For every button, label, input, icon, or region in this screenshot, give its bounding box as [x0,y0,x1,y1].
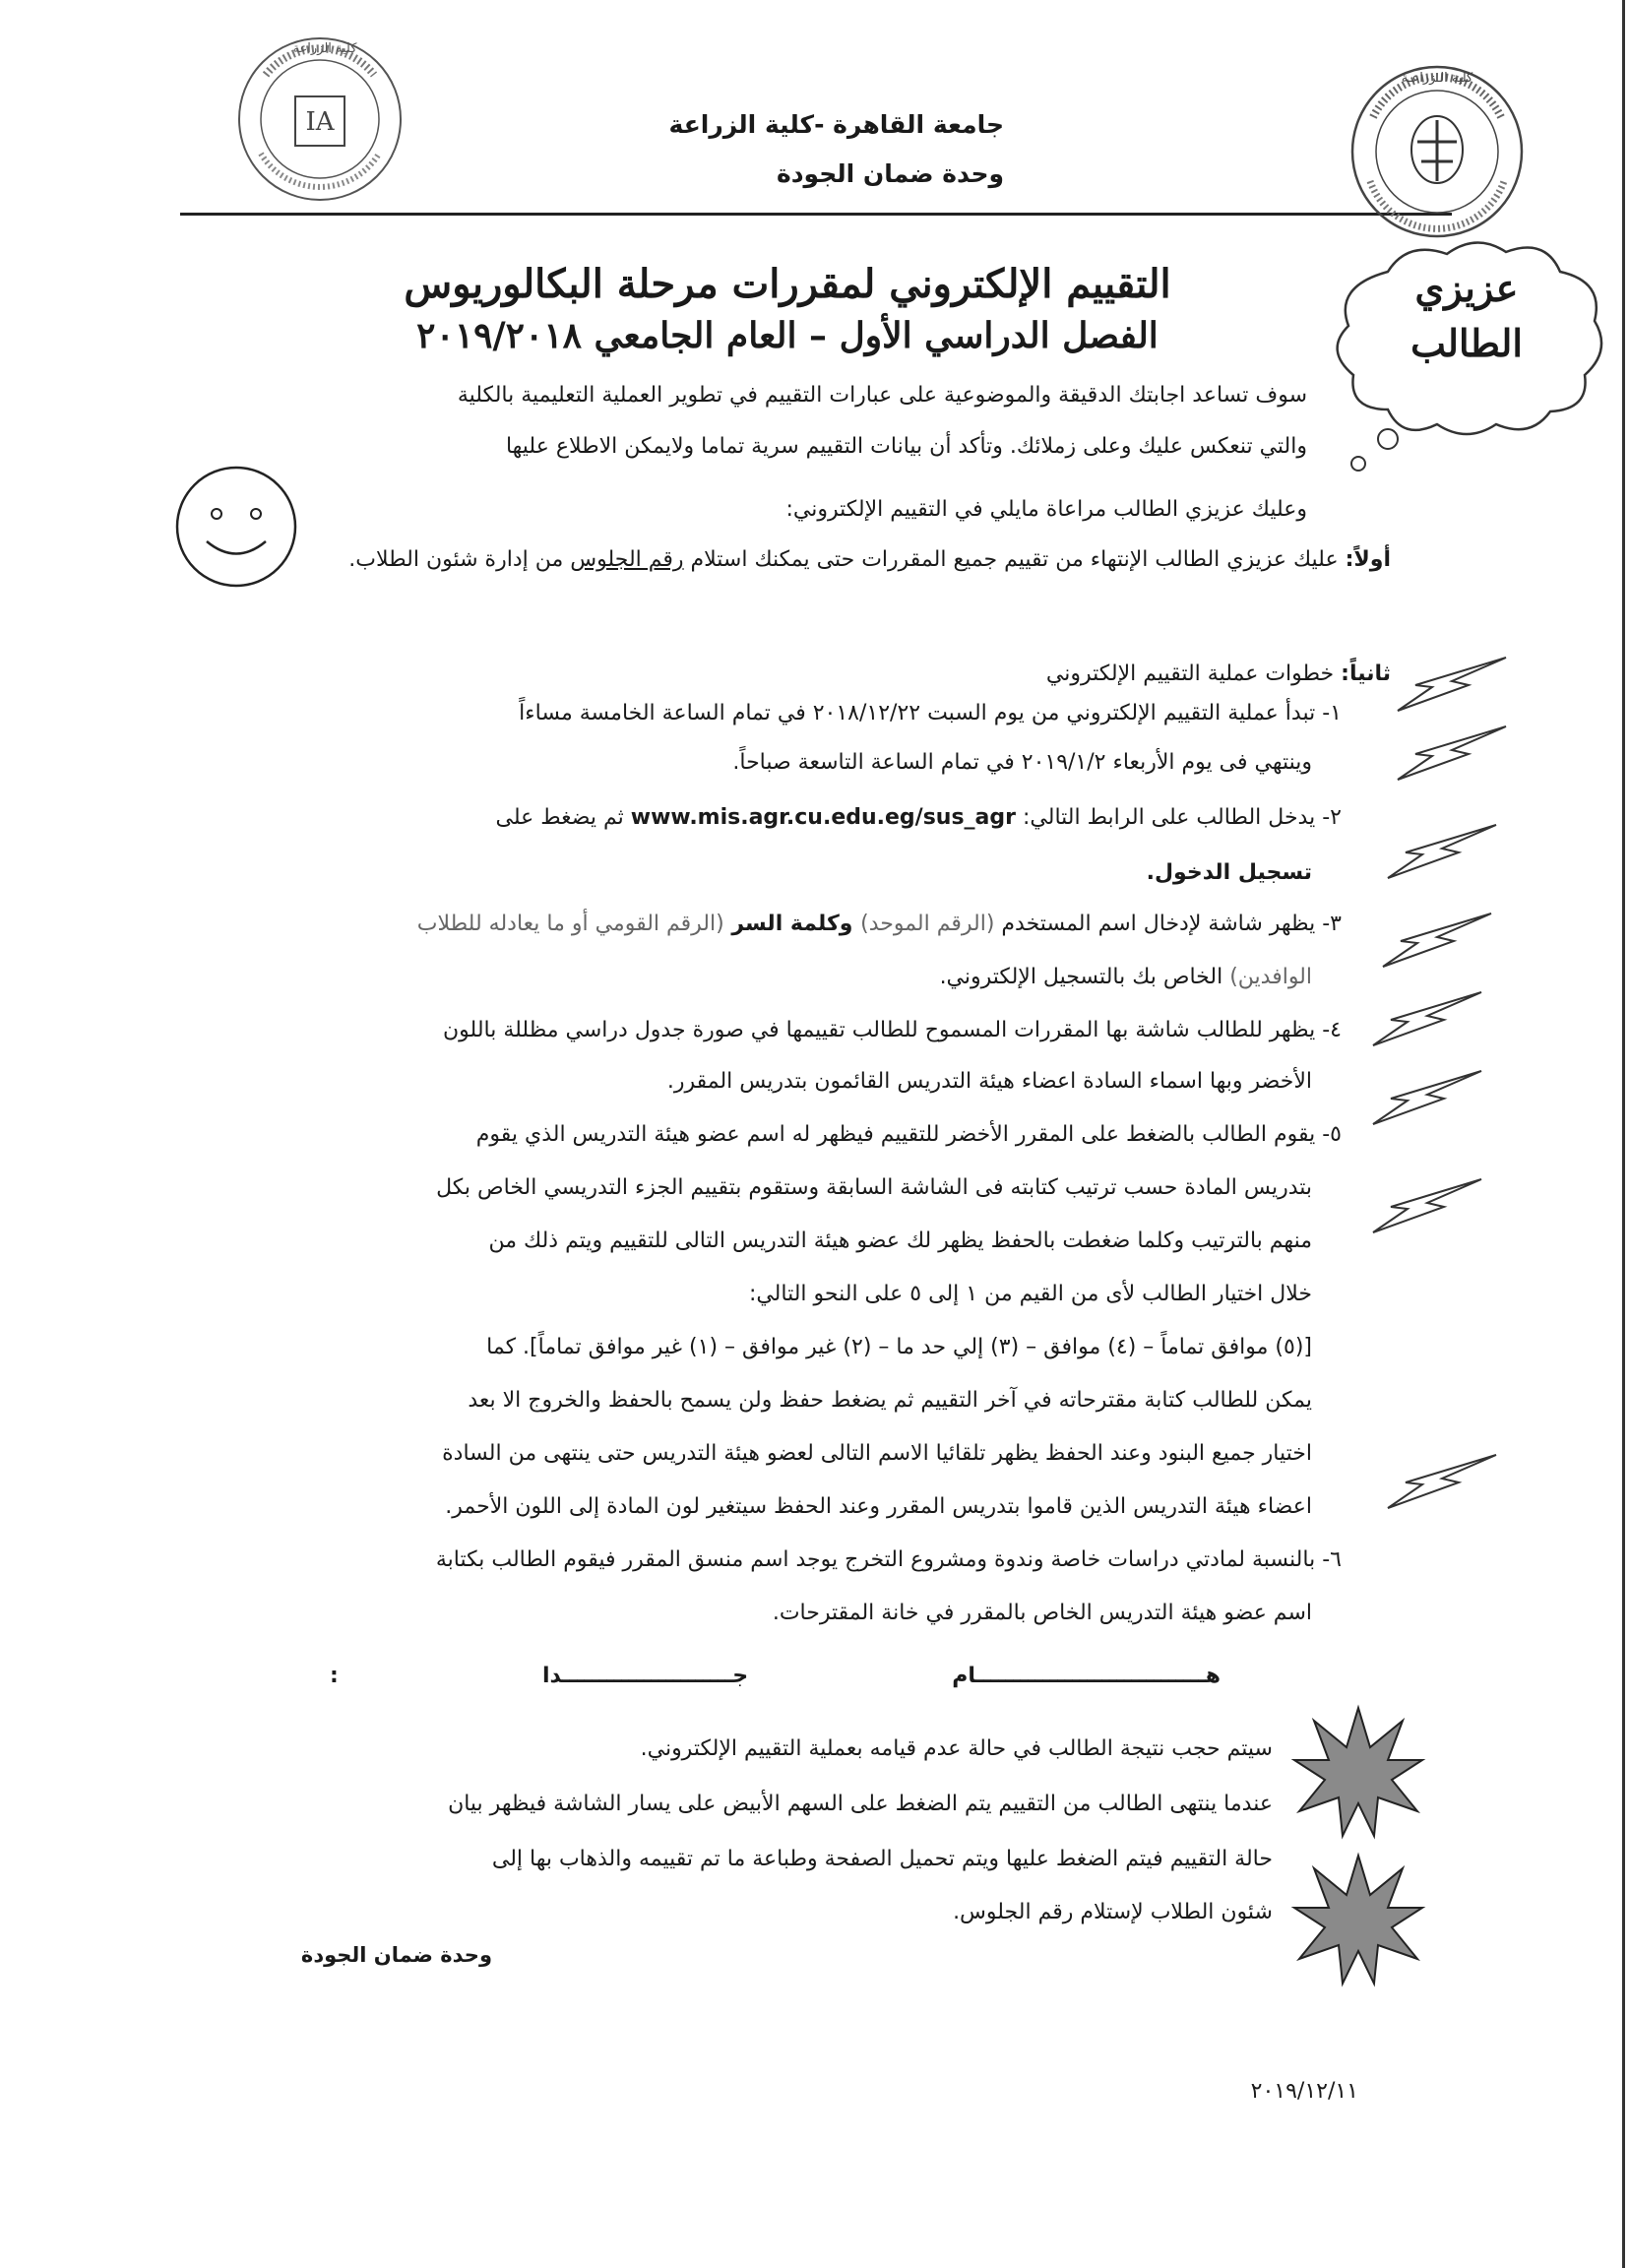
step-3-password-label: وكلمة السر [723,912,861,936]
header-rule [180,213,1452,216]
step-3-continued [313,953,1312,1001]
seal-right-label: كلية الـزراعـة [1401,71,1473,86]
signature-quality-unit: وحدة ضمان الجودة [300,1943,492,1967]
step-3-number: ٣- [1322,912,1342,936]
step-6-line-2: اسم عضو هيئة التدريس الخاص بالمقرر في خانة المقترحات. [772,1601,1312,1625]
seal-left-label: كلية الزراعة [292,41,357,56]
second-point-label: ثانياً: [1341,662,1391,686]
lightning-bolt-icon [1358,719,1535,797]
bubble-line-1: عزيزي [1414,266,1519,310]
note-2: عندما ينتهى الطالب من التقييم يتم الضغط على السهم الأبيض على يسار الشاشة فيظهر بيان [448,1792,1273,1816]
step-5-line-4: خلال اختيار الطالب لأى من القيم من ١ إلى ٥ على النحو التالي: [748,1282,1312,1306]
step-4-text: يظهر للطالب شاشة بها المقررات المسموح للطالب تقييمها في صورة جدول دراسي مظللة باللون [443,1018,1316,1042]
intro-line-3: وعليك عزيزي الطالب مراعاة مايلي في التقييم الإلكتروني: [785,497,1307,522]
step-2-number: ٢- [1322,805,1342,830]
lightning-bolt-icon [1334,1063,1511,1142]
step-5-line-3: منهم بالترتيب وكلما ضغطت بالحفظ يظهر لك عضو هيئة التدريس التالى للتقييم ويتم ذلك من [488,1228,1312,1253]
quality-unit-name: وحدة ضمان الجودة [776,159,1004,188]
step-3-text-b: الخاص بك بالتسجيل الإلكتروني. [939,965,1230,989]
step-3-password-hint: (الرقم القومي أو ما يعادله للطلاب [416,912,724,936]
step-5-line-5: [(٥) موافق تماماً – (٤) موافق – (٣) إلي حد ما – (٢) غير موافق – (١) غير موافق تماماً]. كما [486,1335,1312,1359]
lightning-bolt-icon [1334,1171,1511,1250]
evaluation-url: www.mis.agr.cu.edu.eg/sus_agr [630,805,1017,830]
document-title: التقييم الإلكتروني لمقررات مرحلة البكالوريوس [404,261,1171,307]
first-point-seat-number: رقم الجلوس [570,547,684,572]
faculty-seal-left [236,35,404,203]
note-1: سيتم حجب نتيجة الطالب في حالة عدم قيامه بعملية التقييم الإلكتروني. [640,1736,1273,1761]
step-5-text: يقوم الطالب بالضغط على المقرر الأخضر للتقييم فيظهر له اسم عضو هيئة التدريس الذي يقوم [475,1122,1316,1147]
step-6-text: بالنسبة لمادتي دراسات خاصة وندوة ومشروع التخرج يوجد اسم منسق المقرر فيقوم الطالب بكتابة [435,1547,1316,1572]
lightning-bolt-icon [1334,984,1511,1063]
step-5-line-8: اعضاء هيئة التدريس الذين قاموا بتدريس المقرر وعند الحفظ سيتغير لون المادة إلى اللون الأحمر. [445,1494,1312,1519]
lightning-bolt-icon [1358,650,1535,728]
lightning-bolt-icon [1348,1447,1526,1526]
important-heading: هـــــــــــــــــــــــــــــــام جـــــــــــــــــــــــدا : [330,1664,1221,1688]
step-2-text: يدخل الطالب على الرابط التالي: [1016,805,1316,830]
page-edge-line [1622,0,1625,2268]
lightning-bolt-icon [1348,817,1526,896]
step-2 [313,793,1342,842]
faculty-seal-right [1348,63,1526,240]
lightning-bolt-icon [1344,906,1521,984]
first-point-text-a: عليك عزيزي الطالب الإنتهاء من تقييم جميع المقررات حتى يمكنك استلام [683,547,1339,572]
first-point-label: أولاً: [1345,547,1391,572]
step-4-continued: الأخضر وبها اسماء السادة اعضاء هيئة التدريس القائمون بتدريس المقرر. [666,1069,1312,1094]
step-1 [313,689,1342,737]
starburst-icon [1289,1703,1427,1841]
first-point-text-b: من إدارة شئون الطلاب. [348,547,571,572]
first-point [313,536,1391,584]
step-3-text-a: يظهر شاشة لإدخال اسم المستخدم [994,912,1316,936]
step-1-text: تبدأ عملية التقييم الإلكتروني من يوم السبت ٢٠١٨/١٢/٢٢ في تمام الساعة الخامسة مساءاً [519,701,1316,725]
step-1-number: ١- [1322,701,1342,725]
document-subtitle: الفصل الدراسي الأول – العام الجامعي ٢٠١٩/٢٠١٨ [416,315,1159,356]
note-3: حالة التقييم فيتم الضغط عليها ويتم تحميل الصفحة وطباعة ما تم تقييمه والذهاب بها إلى [491,1847,1273,1871]
step-5-line-2: بتدريس المادة حسب ترتيب كتابته فى الشاشة السابقة وستقوم بتقييم الجزء التدريسي الخاص بكل [436,1175,1312,1200]
login-text: تسجيل الدخول. [1146,860,1312,885]
bubble-line-2: الطالب [1410,321,1523,365]
step-6-number: ٦- [1322,1547,1342,1572]
step-4 [313,1006,1342,1054]
step-1-continued: وينتهي فى يوم الأربعاء ٢٠١٩/١/٢ في تمام الساعة التاسعة صباحاً. [732,750,1312,775]
step-4-number: ٤- [1322,1018,1342,1042]
step-2-login-label [313,849,1312,897]
smiley-face-icon [172,463,300,591]
step-6 [313,1536,1342,1584]
step-5-number: ٥- [1322,1122,1342,1147]
university-name: جامعة القاهرة -كلية الزراعة [668,110,1004,139]
step-5 [313,1110,1342,1159]
svg-text:IA: IA [305,107,335,137]
step-5-line-7: اختيار جميع البنود وعند الحفظ يظهر تلقائيا الاسم التالى لعضو هيئة التدريس حتى ينتهى من السادة [442,1441,1312,1466]
starburst-icon [1289,1851,1427,1988]
step-3 [313,900,1342,948]
step-3-username-hint: (الرقم الموحد) [860,912,995,936]
note-4: شئون الطلاب لإستلام رقم الجلوس. [953,1900,1273,1924]
intro-line-1: سوف تساعد اجابتك الدقيقة والموضوعية على عبارات التقييم في تطوير العملية التعليمية بالكلية [457,383,1307,408]
step-3-expat-hint: الوافدين) [1229,965,1312,989]
intro-line-2: والتي تنعكس عليك وعلى زملائك. وتأكد أن بيانات التقييم سرية تماما ولايمكن الاطلاع عليها [505,434,1307,459]
document-date: ٢٠١٩/١٢/١١ [1250,2079,1358,2104]
step-2-text-b: ثم يضغط على [495,805,631,830]
step-5-line-6: يمكن للطالب كتابة مقترحاته في آخر التقييم ثم يضغط حفظ ولن يسمح بالحفظ والخروج الا بعد [468,1388,1312,1413]
second-point-text: خطوات عملية التقييم الإلكتروني [1045,662,1335,686]
